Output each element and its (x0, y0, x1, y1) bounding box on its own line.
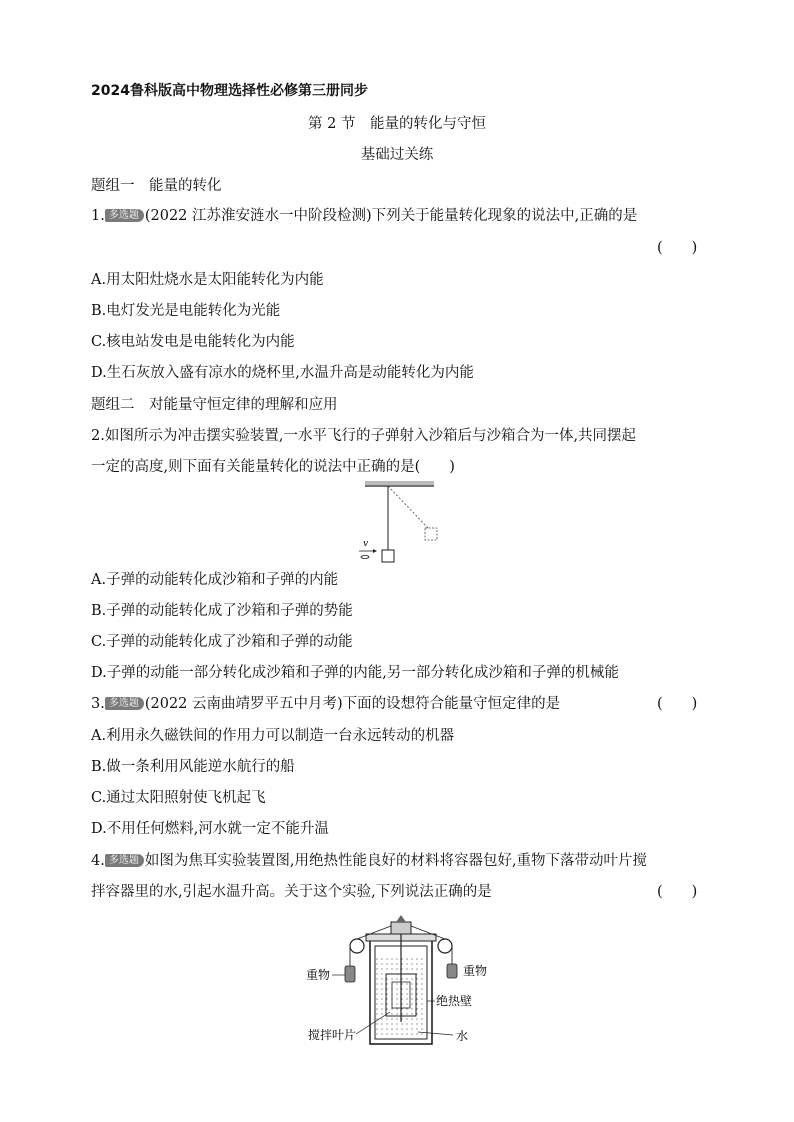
pulley-right (438, 939, 452, 953)
q2-option-d: D.子弹的动能一部分转化成沙箱和子弹的内能,另一部分转化成沙箱和子弹的机械能 (91, 665, 619, 681)
q1-stem (91, 206, 637, 226)
q4-text-1: 如图为焦耳实验装置图,用绝热性能良好的材料将容器包好,重物下落带动叶片搅 (144, 853, 648, 869)
q4-number: 4. (91, 853, 105, 869)
q3-text: (2022 云南曲靖罗平五中月考)下面的设想符合能量守恒定律的是 (144, 696, 561, 712)
q2-option-a: A.子弹的动能转化成沙箱和子弹的内能 (91, 572, 339, 588)
joule-apparatus-figure (300, 912, 500, 1062)
subtitle: 基础过关练 (360, 147, 434, 163)
q1-option-d: D.生石灰放入盛有凉水的烧杯里,水温升高是动能转化为内能 (91, 365, 474, 381)
multi-choice-tag: 多选题 (105, 854, 144, 867)
pulley-left (350, 939, 364, 953)
ceiling-support (365, 481, 434, 485)
q4-stem-line2: 拌容器里的水,引起水温升高。关于这个实验,下列说法正确的是 (91, 884, 492, 900)
q1-option-b: B.电灯发光是电能转化为光能 (91, 303, 281, 319)
q3-number: 3. (91, 696, 105, 712)
label-paddle: 搅拌叶片 (308, 1028, 357, 1042)
q2-option-c: C.子弹的动能转化成了沙箱和子弹的动能 (91, 634, 353, 650)
q3-option-b: B.做一条利用风能逆水航行的船 (91, 759, 295, 775)
q1-number: 1. (91, 208, 105, 224)
q3-stem (91, 694, 560, 714)
sand-box (382, 550, 394, 562)
q3-option-a: A.利用永久磁铁间的作用力可以制造一台永远转动的机器 (91, 728, 455, 744)
weight-left (345, 966, 355, 982)
group1-title: 题组一 能量的转化 (91, 178, 222, 194)
q1-option-c: C.核电站发电是电能转化为内能 (91, 334, 295, 350)
ballistic-pendulum-figure (355, 480, 445, 566)
q4-stem-line1 (91, 851, 647, 871)
q1-answer-paren: ( ) (657, 240, 698, 256)
sand-box-raised (425, 528, 437, 540)
document-title: 2024鲁科版高中物理选择性必修第三册同步 (91, 83, 368, 99)
spindle-drum (391, 922, 411, 934)
q3-option-d: D.不用任何燃料,河水就一定不能升温 (91, 821, 329, 837)
multi-choice-tag: 多选题 (105, 697, 144, 710)
bullet (361, 556, 369, 559)
q1-text: (2022 江苏淮安涟水一中阶段检测)下列关于能量转化现象的说法中,正确的是 (144, 208, 638, 224)
label-water: 水 (456, 1029, 469, 1043)
multi-choice-tag: 多选题 (105, 209, 144, 222)
weight-right (447, 964, 457, 978)
q2-stem-line2: 一定的高度,则下面有关能量转化的说法中正确的是( ) (91, 459, 455, 475)
label-weight-left: 重物 (306, 968, 331, 982)
q1-option-a: A.用太阳灶烧水是太阳能转化为内能 (91, 272, 324, 288)
q3-answer-paren: ( ) (657, 696, 698, 712)
section-title: 第 2 节 能量的转化与守恒 (308, 116, 486, 132)
label-insulating-wall: 绝热壁 (436, 994, 473, 1008)
velocity-label: v (363, 539, 369, 549)
q2-stem-line1: 2.如图所示为冲击摆实验装置,一水平飞行的子弹射入沙箱后与沙箱合为一体,共同摆起 (91, 428, 637, 444)
q2-option-b: B.子弹的动能转化成了沙箱和子弹的势能 (91, 603, 353, 619)
group2-title: 题组二 对能量守恒定律的理解和应用 (91, 397, 338, 413)
q4-answer-paren: ( ) (657, 884, 698, 900)
q3-option-c: C.通过太阳照射使飞机起飞 (91, 790, 266, 806)
swung-string (388, 486, 428, 528)
label-weight-right: 重物 (463, 964, 488, 978)
